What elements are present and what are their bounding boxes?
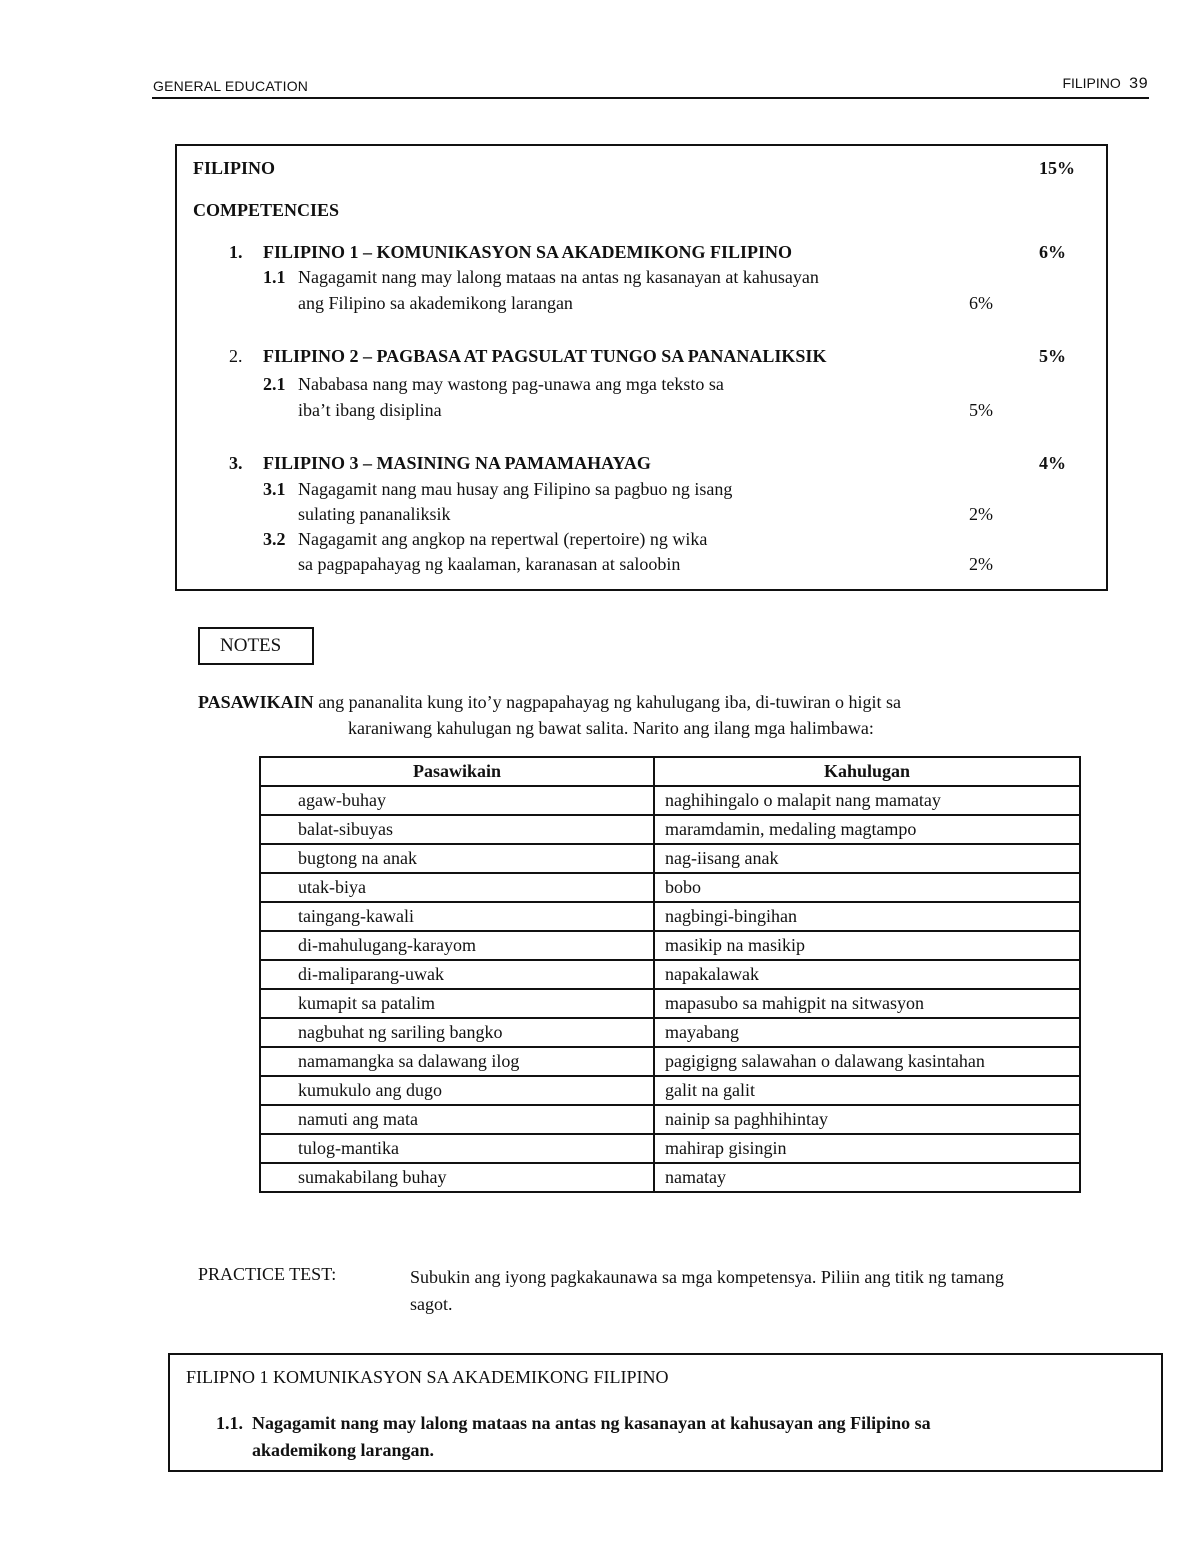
course-title: FILIPINO 1 – KOMUNIKASYON SA AKADEMIKONG FILIPINO (263, 242, 793, 262)
table-row (260, 1076, 1080, 1105)
meaning-cell: pagigigng salawahan o dalawang kasintahan (654, 1047, 1080, 1076)
competency-percent: 2% (969, 554, 993, 574)
table-row (260, 902, 1080, 931)
competency-number: 1.1 (263, 267, 286, 287)
idiom-cell: tulog-mantika (260, 1134, 654, 1163)
table-row (260, 1018, 1080, 1047)
running-header-right (1062, 75, 1148, 93)
course-percent: 5% (1039, 346, 1066, 366)
meaning-cell: nainip sa paghhihintay (654, 1105, 1080, 1134)
course-percent: 6% (1039, 242, 1066, 262)
column-header: Pasawikain (260, 757, 654, 786)
question-box-title: FILIPNO 1 KOMUNIKASYON SA AKADEMIKONG FILIPINO (186, 1367, 669, 1387)
idiom-cell: kumapit sa patalim (260, 989, 654, 1018)
item-text-continued: akademikong larangan. (252, 1440, 435, 1460)
course-title: FILIPINO 2 – PAGBASA AT PAGSULAT TUNGO SA PANANALIKSIK (263, 346, 827, 366)
page-number: 39 (1128, 75, 1148, 93)
table-row (260, 960, 1080, 989)
definition-text-continued: karaniwang kahulugan ng bawat salita. Narito ang ilang mga halimbawa: (348, 718, 874, 738)
idiom-cell: balat-sibuyas (260, 815, 654, 844)
idiom-cell: agaw-buhay (260, 786, 654, 815)
idioms-table (259, 756, 1081, 1193)
competency-percent: 2% (969, 504, 993, 524)
meaning-cell: mapasubo sa mahigpit na sitwasyon (654, 989, 1080, 1018)
competency-number: 3.1 (263, 479, 286, 499)
practice-test-label: PRACTICE TEST: (198, 1264, 337, 1284)
idiom-cell: utak-biya (260, 873, 654, 902)
header-rule (152, 97, 1149, 99)
idiom-cell: sumakabilang buhay (260, 1163, 654, 1192)
meaning-cell: mahirap gisingin (654, 1134, 1080, 1163)
practice-test-instructions (410, 1264, 1140, 1318)
meaning-cell: bobo (654, 873, 1080, 902)
meaning-cell: masikip na masikip (654, 931, 1080, 960)
competency-number: 3.2 (263, 529, 286, 549)
idiom-cell: bugtong na anak (260, 844, 654, 873)
course-number: 2. (229, 346, 243, 366)
competency-text: Nagagamit nang mau husay ang Filipino sa pagbuo ng isang (298, 479, 733, 499)
competency-text: sa pagpapahayag ng kaalaman, karanasan at saloobin (298, 554, 681, 574)
meaning-cell: naghihingalo o malapit nang mamatay (654, 786, 1080, 815)
competency-text: Nagagamit ang angkop na repertwal (repertoire) ng wika (298, 529, 708, 549)
definition-term: PASAWIKAIN (198, 692, 314, 712)
item-text: Nagagamit nang may lalong mataas na antas ng kasanayan at kahusayan ang Filipino sa (252, 1413, 931, 1433)
competency-text: Nababasa nang may wastong pag-unawa ang mga teksto sa (298, 374, 724, 394)
instruction-line: sagot. (410, 1294, 453, 1314)
idiom-cell: namuti ang mata (260, 1105, 654, 1134)
table-header-row (260, 757, 1080, 786)
competencies-heading: COMPETENCIES (193, 200, 340, 220)
table-row (260, 989, 1080, 1018)
meaning-cell: napakalawak (654, 960, 1080, 989)
idiom-cell: namamangka sa dalawang ilog (260, 1047, 654, 1076)
meaning-cell: maramdamin, medaling magtampo (654, 815, 1080, 844)
table-row (260, 931, 1080, 960)
competency-percent: 6% (969, 293, 993, 313)
course-number: 3. (229, 453, 243, 473)
header-subject: FILIPINO (1062, 75, 1121, 91)
column-header: Kahulugan (654, 757, 1080, 786)
idiom-cell: nagbuhat ng sariling bangko (260, 1018, 654, 1047)
table-row (260, 1163, 1080, 1192)
table-row (260, 844, 1080, 873)
notes-label: NOTES (198, 627, 314, 665)
competency-percent: 5% (969, 400, 993, 420)
section-percent: 15% (1039, 158, 1075, 178)
running-header-left: GENERAL EDUCATION (153, 78, 309, 94)
definition-text: ang pananalita kung ito’y nagpapahayag ng kahulugang iba, di-tuwiran o higit sa (313, 692, 902, 712)
competency-text: sulating pananaliksik (298, 504, 451, 524)
table-row (260, 786, 1080, 815)
idiom-cell: kumukulo ang dugo (260, 1076, 654, 1105)
competency-text: Nagagamit nang may lalong mataas na antas ng kasanayan at kahusayan (298, 267, 819, 287)
meaning-cell: nag-iisang anak (654, 844, 1080, 873)
section-title: FILIPINO (193, 158, 276, 178)
meaning-cell: namatay (654, 1163, 1080, 1192)
item-number: 1.1. (216, 1413, 243, 1433)
meaning-cell: galit na galit (654, 1076, 1080, 1105)
idiom-cell: taingang-kawali (260, 902, 654, 931)
course-title: FILIPINO 3 – MASINING NA PAMAMAHAYAG (263, 453, 651, 473)
table-row (260, 815, 1080, 844)
course-number: 1. (229, 242, 243, 262)
table-row (260, 1105, 1080, 1134)
meaning-cell: nagbingi-bingihan (654, 902, 1080, 931)
meaning-cell: mayabang (654, 1018, 1080, 1047)
competency-text: ang Filipino sa akademikong larangan (298, 293, 573, 313)
competency-text: iba’t ibang disiplina (298, 400, 442, 420)
pasawikain-definition (198, 689, 1098, 741)
idiom-cell: di-mahulugang-karayom (260, 931, 654, 960)
table-row (260, 1047, 1080, 1076)
question-box (168, 1353, 1163, 1472)
competency-item (216, 1410, 1116, 1464)
idiom-cell: di-maliparang-uwak (260, 960, 654, 989)
instruction-line: Subukin ang iyong pagkakaunawa sa mga kompetensya. Piliin ang titik ng tamang (410, 1267, 1004, 1287)
competency-box (175, 144, 1108, 591)
competency-number: 2.1 (263, 374, 286, 394)
table-row (260, 1134, 1080, 1163)
table-row (260, 873, 1080, 902)
course-percent: 4% (1039, 453, 1066, 473)
